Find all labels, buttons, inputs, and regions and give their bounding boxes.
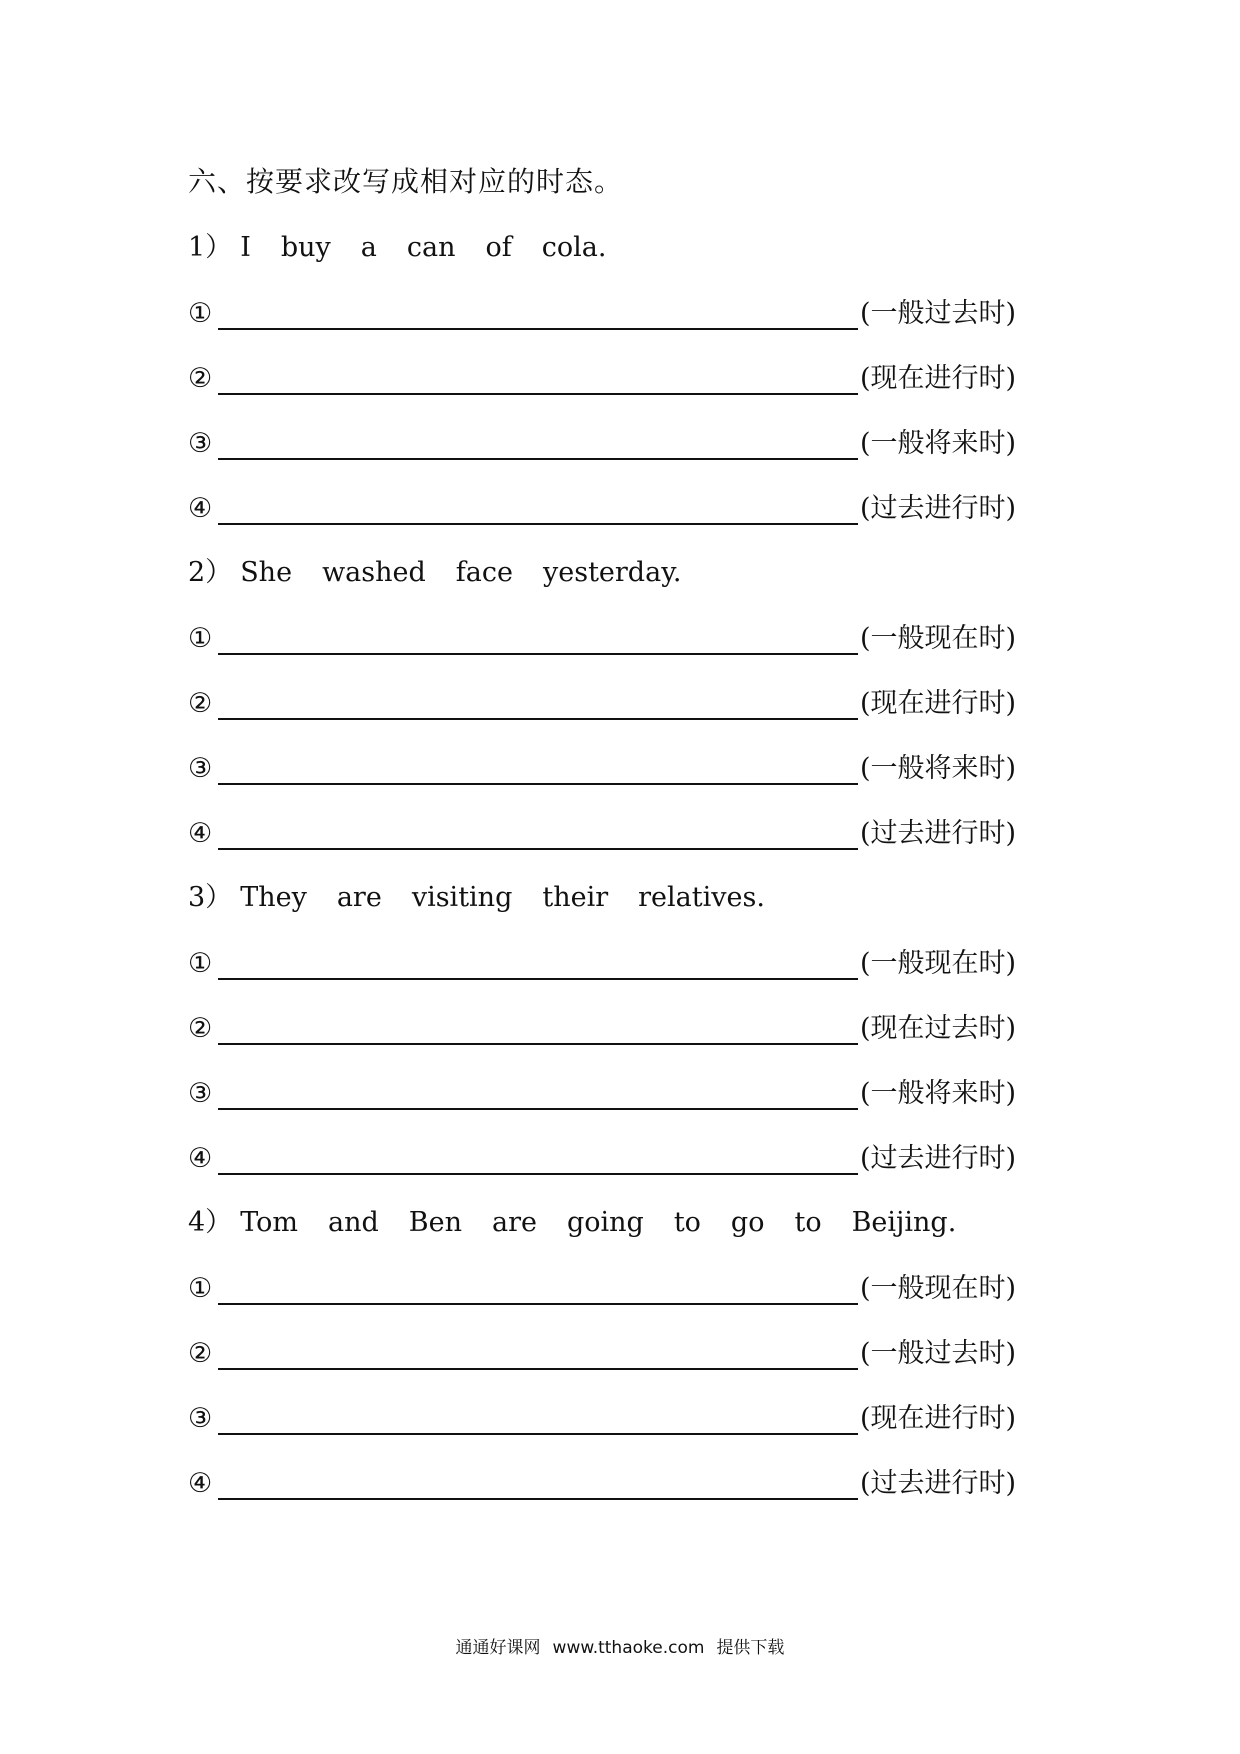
answer-marker: ③ (188, 428, 213, 459)
tense-label: (现在进行时) (860, 363, 1017, 394)
word: Beijing. (851, 1207, 957, 1238)
tense-label: (一般将来时) (860, 428, 1017, 459)
answer-blank[interactable] (218, 718, 858, 720)
word: Tom (240, 1207, 298, 1238)
word: their (542, 882, 609, 913)
word: going (566, 1207, 644, 1238)
question-1-sentence (188, 228, 636, 268)
answer-blank[interactable] (218, 1043, 858, 1045)
word: washed (322, 557, 426, 588)
answer-row (188, 424, 1038, 464)
answer-blank[interactable] (218, 523, 858, 525)
question-number: 3） (188, 882, 233, 913)
word: are (491, 1207, 537, 1238)
answer-marker: ② (188, 1013, 213, 1044)
answer-row (188, 294, 1038, 334)
answer-blank[interactable] (218, 1303, 858, 1305)
answer-row (188, 684, 1038, 724)
section-title: 六、按要求改写成相对应的时态。 (188, 165, 624, 198)
word: I (240, 232, 251, 263)
answer-marker: ③ (188, 1078, 213, 1109)
answer-row (188, 359, 1038, 399)
answer-row (188, 1009, 1038, 1049)
answer-marker: ② (188, 363, 213, 394)
word: face (455, 557, 513, 588)
word: to (794, 1207, 822, 1238)
word: are (336, 882, 382, 913)
word: cola. (541, 232, 607, 263)
answer-blank[interactable] (218, 393, 858, 395)
word: and (327, 1207, 379, 1238)
answer-row (188, 1139, 1038, 1179)
answer-blank[interactable] (218, 1433, 858, 1435)
answer-marker: ① (188, 623, 213, 654)
footer-url[interactable]: www.tthaoke.com (552, 1638, 705, 1658)
answer-marker: ① (188, 298, 213, 329)
word: to (673, 1207, 701, 1238)
tense-label: (过去进行时) (860, 493, 1017, 524)
answer-blank[interactable] (218, 1108, 858, 1110)
answer-marker: ④ (188, 818, 213, 849)
question-number: 4） (188, 1207, 233, 1238)
answer-marker: ④ (188, 1468, 213, 1499)
answer-marker: ④ (188, 493, 213, 524)
question-2-sentence (188, 553, 711, 593)
answer-row (188, 1074, 1038, 1114)
footer-note: 提供下载 (716, 1638, 785, 1658)
word: go (730, 1207, 765, 1238)
tense-label: (过去进行时) (860, 1468, 1017, 1499)
answer-row (188, 1269, 1038, 1309)
answer-row (188, 1399, 1038, 1439)
word: They (240, 882, 307, 913)
answer-row (188, 944, 1038, 984)
footer-site-name: 通通好课网 (455, 1638, 541, 1658)
tense-label: (一般将来时) (860, 1078, 1017, 1109)
tense-label: (一般将来时) (860, 753, 1017, 784)
answer-marker: ② (188, 1338, 213, 1369)
answer-blank[interactable] (218, 848, 858, 850)
answer-marker: ③ (188, 753, 213, 784)
word: buy (280, 232, 331, 263)
word: yesterday. (542, 557, 682, 588)
tense-label: (现在进行时) (860, 1403, 1017, 1434)
page-footer (0, 1636, 1240, 1660)
tense-label: (一般现在时) (860, 623, 1017, 654)
answer-marker: ① (188, 948, 213, 979)
answer-marker: ② (188, 688, 213, 719)
word: relatives. (638, 882, 765, 913)
question-3-sentence (188, 878, 795, 918)
answer-blank[interactable] (218, 653, 858, 655)
question-number: 1） (188, 232, 233, 263)
answer-blank[interactable] (218, 1498, 858, 1500)
answer-row (188, 1334, 1038, 1374)
answer-blank[interactable] (218, 328, 858, 330)
answer-marker: ④ (188, 1143, 213, 1174)
answer-marker: ① (188, 1273, 213, 1304)
word: of (485, 232, 512, 263)
tense-label: (现在进行时) (860, 688, 1017, 719)
tense-label: (一般过去时) (860, 298, 1017, 329)
tense-label: (一般现在时) (860, 1273, 1017, 1304)
word: She (240, 557, 293, 588)
answer-row (188, 814, 1038, 854)
answer-blank[interactable] (218, 458, 858, 460)
answer-blank[interactable] (218, 1368, 858, 1370)
question-4-sentence (188, 1203, 986, 1243)
answer-blank[interactable] (218, 783, 858, 785)
word: can (406, 232, 456, 263)
word: a (360, 232, 377, 263)
answer-blank[interactable] (218, 978, 858, 980)
tense-label: (一般过去时) (860, 1338, 1017, 1369)
answer-row (188, 1464, 1038, 1504)
tense-label: (现在过去时) (860, 1013, 1017, 1044)
answer-row (188, 749, 1038, 789)
question-number: 2） (188, 557, 233, 588)
word: Ben (408, 1207, 462, 1238)
answer-blank[interactable] (218, 1173, 858, 1175)
word: visiting (411, 882, 513, 913)
tense-label: (过去进行时) (860, 1143, 1017, 1174)
answer-row (188, 489, 1038, 529)
answer-marker: ③ (188, 1403, 213, 1434)
answer-row (188, 619, 1038, 659)
tense-label: (一般现在时) (860, 948, 1017, 979)
tense-label: (过去进行时) (860, 818, 1017, 849)
